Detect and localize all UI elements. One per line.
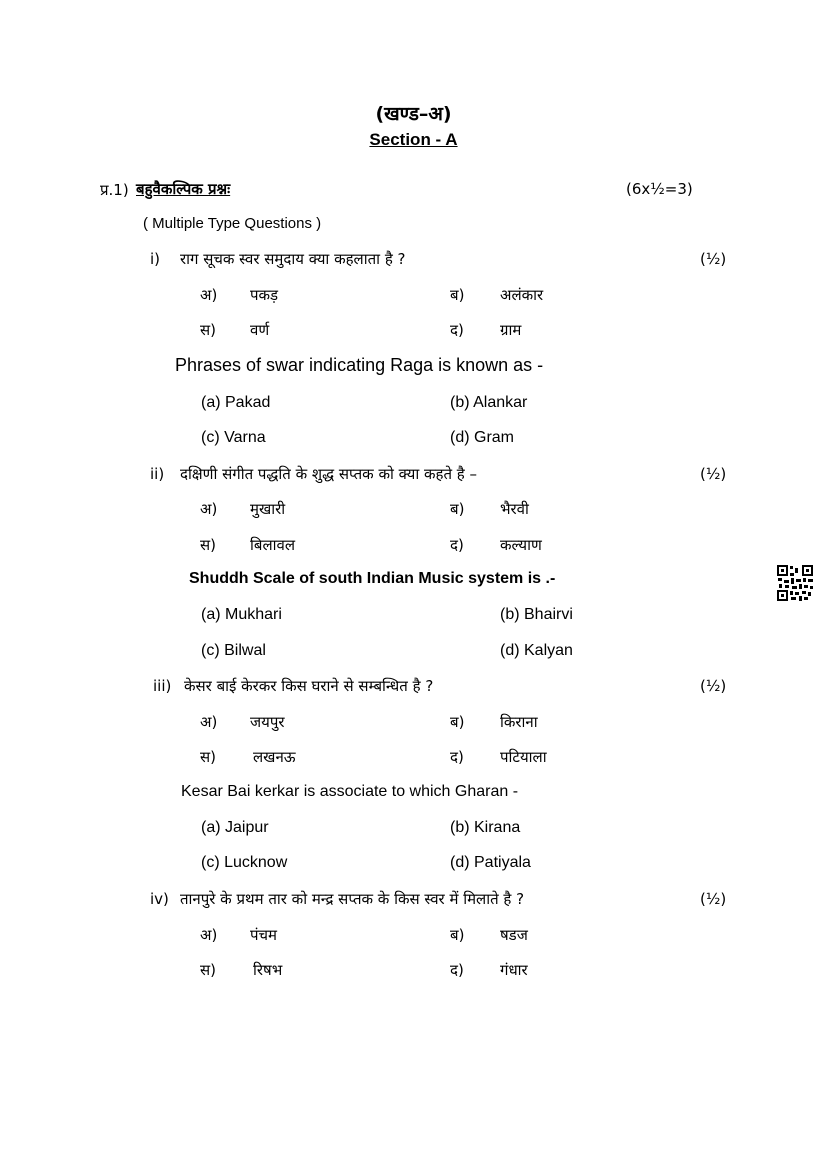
option-text: अलंकार bbox=[500, 286, 544, 304]
item-question-hindi: केसर बाई केरकर किस घराने से सम्बन्धित है ? bbox=[184, 677, 434, 695]
item-question-english: Shuddh Scale of south Indian Music system is .- bbox=[189, 570, 556, 587]
item-mark: (½) bbox=[700, 677, 727, 695]
option-label: ब) bbox=[450, 500, 465, 518]
option-text: पटियाला bbox=[500, 748, 547, 766]
option-english: (c) Varna bbox=[201, 429, 266, 446]
option-english: (d) Gram bbox=[450, 429, 514, 446]
item-number: iv) bbox=[150, 890, 169, 908]
item-mark: (½) bbox=[700, 465, 727, 483]
option-text: बिलावल bbox=[250, 536, 296, 554]
option-text: मुखारी bbox=[250, 500, 286, 518]
option-text: किराना bbox=[500, 713, 538, 731]
option-label: अ) bbox=[200, 926, 218, 944]
option-label: द) bbox=[450, 536, 464, 554]
item-question-hindi: राग सूचक स्वर समुदाय क्या कहलाता है ? bbox=[180, 250, 406, 268]
qr-code-icon bbox=[776, 564, 814, 602]
section-title-english: Section - A bbox=[369, 130, 458, 149]
item-number: iii) bbox=[153, 677, 172, 695]
option-text: कल्याण bbox=[500, 536, 542, 554]
option-english: (c) Lucknow bbox=[201, 854, 288, 871]
option-label: स) bbox=[200, 321, 216, 339]
option-text: जयपुर bbox=[250, 713, 285, 731]
option-text: भैरवी bbox=[500, 500, 529, 518]
option-text: पकड़ bbox=[250, 286, 279, 304]
option-label: स) bbox=[200, 748, 216, 766]
option-english: (b) Bhairvi bbox=[500, 606, 573, 623]
option-label: स) bbox=[200, 961, 216, 979]
option-label: ब) bbox=[450, 286, 465, 304]
option-english: (b) Alankar bbox=[450, 394, 528, 411]
question-marks: (6x½=3) bbox=[626, 180, 693, 198]
option-label: द) bbox=[450, 748, 464, 766]
section-title-hindi: (खण्ड–अ) bbox=[375, 103, 452, 125]
option-text: गंधार bbox=[500, 961, 528, 979]
option-label: द) bbox=[450, 321, 464, 339]
item-question-english: Phrases of swar indicating Raga is known as - bbox=[175, 355, 544, 375]
question-title-english: ( Multiple Type Questions ) bbox=[143, 215, 322, 232]
option-label: द) bbox=[450, 961, 464, 979]
option-english: (c) Bilwal bbox=[201, 642, 266, 659]
question-number: प्र.1) bbox=[100, 181, 129, 199]
option-text: षडज bbox=[500, 926, 528, 944]
option-english: (b) Kirana bbox=[450, 819, 521, 836]
question-title-hindi: बहुवैकल्पिक प्रश्नः bbox=[136, 180, 231, 198]
option-text: ग्राम bbox=[500, 321, 522, 339]
option-english: (a) Mukhari bbox=[201, 606, 282, 623]
option-label: अ) bbox=[200, 500, 218, 518]
item-number: i) bbox=[150, 250, 161, 268]
option-label: ब) bbox=[450, 926, 465, 944]
option-english: (a) Jaipur bbox=[201, 819, 269, 836]
option-text: लखनऊ bbox=[253, 748, 296, 766]
option-english: (a) Pakad bbox=[201, 394, 271, 411]
item-question-hindi: तानपुरे के प्रथम तार को मन्द्र सप्तक के किस स्वर में मिलाते है ? bbox=[180, 890, 525, 908]
item-question-hindi: दक्षिणी संगीत पद्धति के शुद्ध सप्तक को क्या कहते है – bbox=[180, 465, 478, 483]
option-english: (d) Kalyan bbox=[500, 642, 573, 659]
option-label: अ) bbox=[200, 286, 218, 304]
option-label: अ) bbox=[200, 713, 218, 731]
item-mark: (½) bbox=[700, 890, 727, 908]
item-question-english: Kesar Bai kerkar is associate to which Gharan - bbox=[181, 783, 519, 800]
option-english: (d) Patiyala bbox=[450, 854, 531, 871]
item-mark: (½) bbox=[700, 250, 727, 268]
option-text: पंचम bbox=[250, 926, 278, 944]
option-label: ब) bbox=[450, 713, 465, 731]
item-number: ii) bbox=[150, 465, 165, 483]
option-label: स) bbox=[200, 536, 216, 554]
option-text: रिषभ bbox=[253, 961, 283, 979]
option-text: वर्ण bbox=[250, 321, 270, 339]
